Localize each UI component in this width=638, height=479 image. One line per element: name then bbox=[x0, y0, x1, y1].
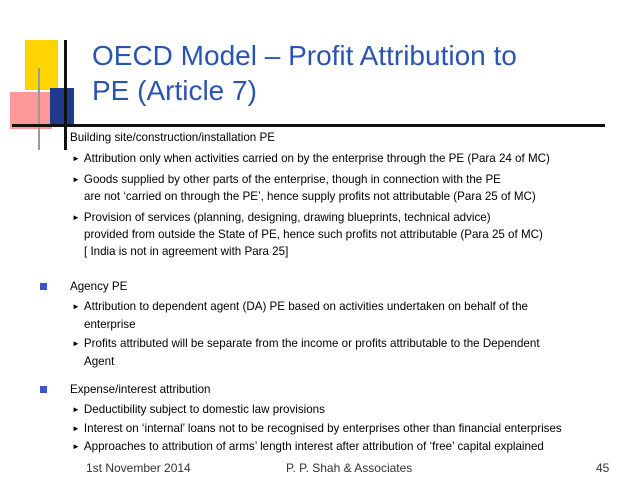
list-item: ► Attribution only when activities carried on by the enterprise through the PE (Para 24 of MC) bbox=[72, 152, 550, 165]
list-item: ► Profits attributed will be separate from the income or profits attributable to the Dependent bbox=[72, 337, 540, 350]
square-bullet-icon bbox=[40, 283, 47, 290]
page-number: 45 bbox=[596, 461, 610, 475]
list-item: ► Attribution to dependent agent (DA) PE based on activities undertaken on behalf of the bbox=[72, 300, 528, 313]
title-underline bbox=[12, 124, 605, 127]
triangle-bullet-icon: ► bbox=[72, 302, 80, 311]
decor-gray-line bbox=[38, 68, 40, 150]
list-item: ► Deductibility subject to domestic law provisions bbox=[72, 403, 325, 416]
list-item: ► Goods supplied by other parts of the enterprise, though in connection with the PE bbox=[72, 173, 501, 186]
decor-vertical-line bbox=[64, 40, 67, 150]
decor-blue-square bbox=[50, 88, 74, 126]
section-heading: Expense/interest attribution bbox=[70, 383, 211, 396]
list-item-continuation: enterprise bbox=[84, 318, 136, 331]
list-item-continuation: provided from outside the State of PE, hence such profits not attributable (Para 25 of MC) bbox=[84, 228, 543, 241]
list-item-continuation: are not ‘carried on through the PE’, hence supply profits not attributable (Para 25 of MC) bbox=[84, 190, 536, 203]
triangle-bullet-icon: ► bbox=[72, 213, 80, 222]
section-heading: Building site/construction/installation PE bbox=[70, 131, 275, 144]
list-item-continuation: [ India is not in agreement with Para 25] bbox=[84, 245, 289, 258]
triangle-bullet-icon: ► bbox=[72, 405, 80, 414]
list-item-continuation: Agent bbox=[84, 355, 115, 368]
triangle-bullet-icon: ► bbox=[72, 442, 80, 451]
triangle-bullet-icon: ► bbox=[72, 154, 80, 163]
triangle-bullet-icon: ► bbox=[72, 175, 80, 184]
triangle-bullet-icon: ► bbox=[72, 339, 80, 348]
list-item: ► Interest on ‘internal’ loans not to be recognised by enterprises other than financial enterprises bbox=[72, 422, 562, 435]
footer-author: P. P. Shah & Associates bbox=[286, 461, 413, 475]
list-item: ► Provision of services (planning, designing, drawing blueprints, technical advice) bbox=[72, 211, 491, 224]
slide-title: OECD Model – Profit Attribution to PE (Article 7) bbox=[92, 40, 517, 106]
square-bullet-icon bbox=[40, 386, 47, 393]
footer-date: 1st November 2014 bbox=[86, 461, 191, 475]
decor-yellow-square bbox=[25, 40, 58, 90]
list-item: ► Approaches to attribution of arms’ length interest after attribution of ‘free’ capital explained bbox=[72, 440, 544, 453]
triangle-bullet-icon: ► bbox=[72, 424, 80, 433]
section-heading: Agency PE bbox=[70, 280, 128, 293]
